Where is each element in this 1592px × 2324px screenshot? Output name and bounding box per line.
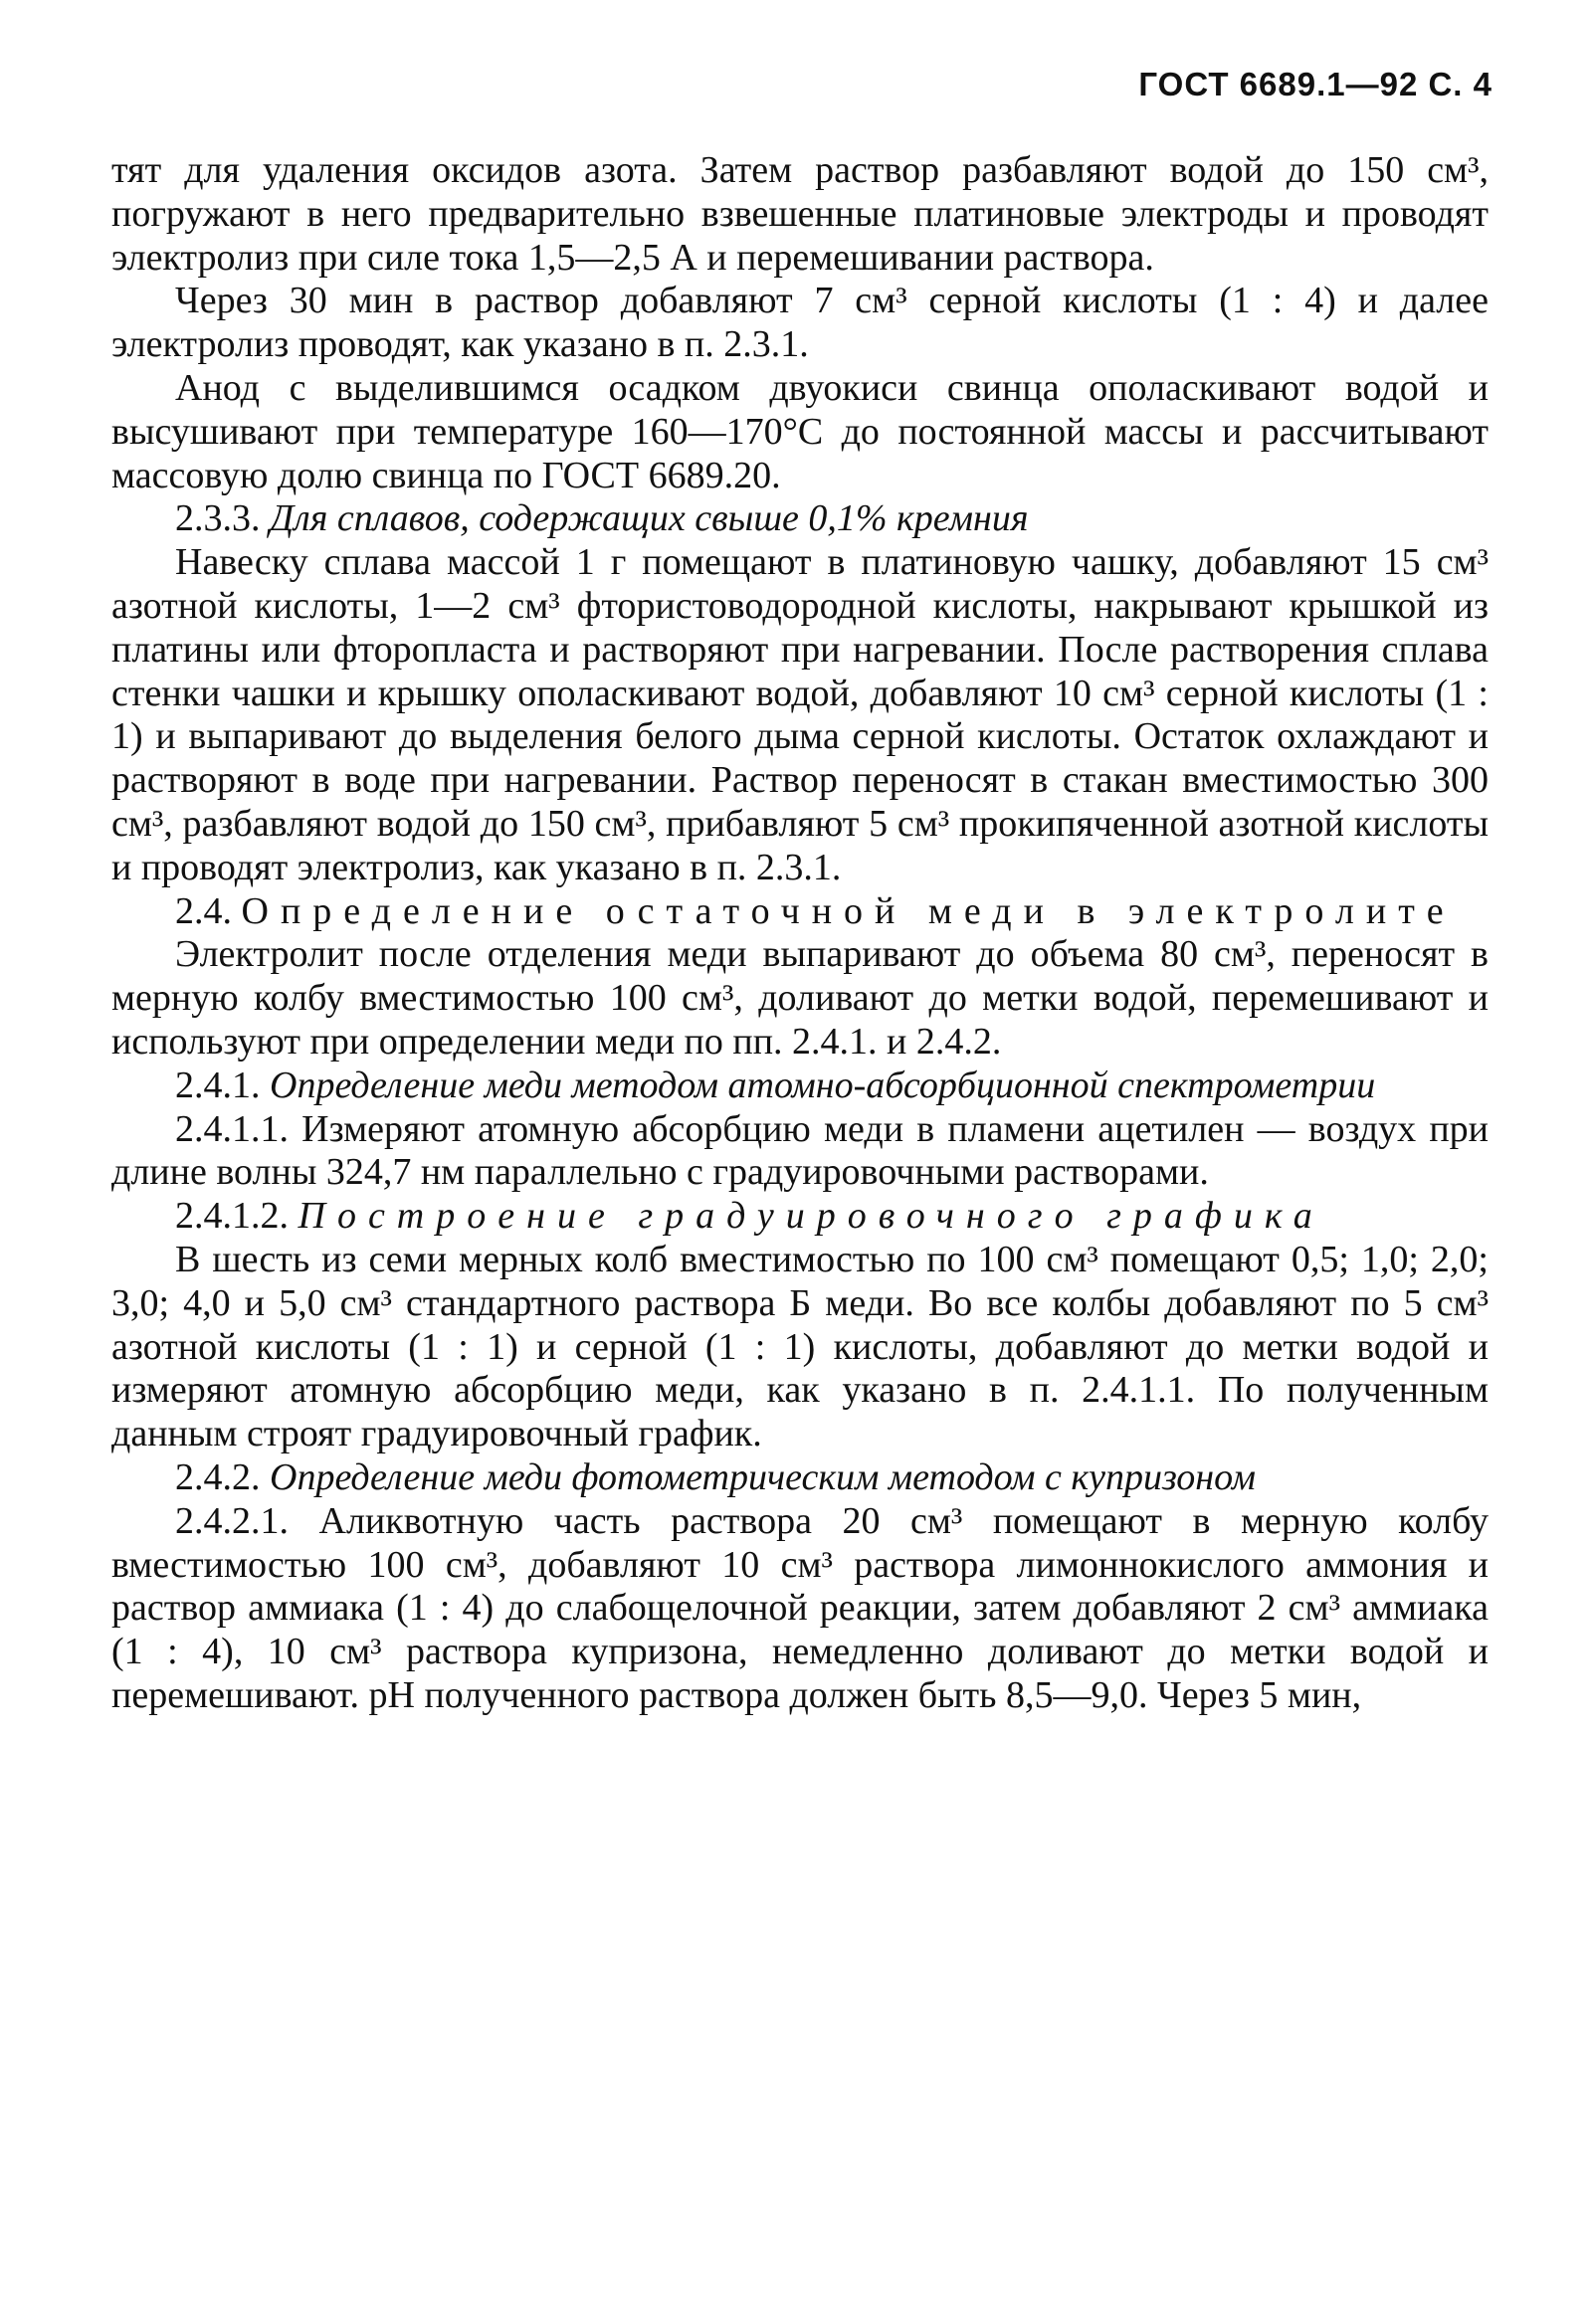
section-heading-2-4 (111, 890, 1489, 934)
paragraph: Через 30 мин в раствор добавляют 7 см³ серной кислоты (1 : 4) и далее электролиз проводят, как указано в п. 2.3.1. (111, 280, 1489, 366)
section-number: 2.4.2. (175, 1455, 261, 1498)
document-body (111, 149, 1489, 1718)
section-number: 2.4. (175, 889, 232, 932)
section-title: Построение градуировочного графика (298, 1195, 1324, 1238)
section-heading-2-3-3 (111, 497, 1489, 541)
paragraph: Навеску сплава массой 1 г помещают в платиновую чашку, добавляют 15 см³ азотной кислоты, 1—2 см³ фтористоводородной кислоты, накрывают крышкой из платины или фторопласта и растворяют при нагревании. После растворения сплава стенки чашки и крышку ополаскивают водой, добавляют 10 см³ серной кислоты (1 : 1) и выпаривают до выделения белого дыма серной кислоты. Остаток охлаждают и растворяют в воде при нагревании. Раствор переносят в стакан вместимостью 300 см³, разбавляют водой до 150 см³, прибавляют 5 см³ прокипяченной азотной кислоты и проводят электролиз, как указано в п. 2.3.1. (111, 541, 1489, 888)
section-title: Для сплавов, содержащих свыше 0,1% кремния (270, 497, 1029, 540)
section-number: 2.3.3. (175, 497, 261, 540)
paragraph: тят для удаления оксидов азота. Затем раствор разбавляют водой до 150 см³, погружают в него предварительно взвешенные платиновые электроды и проводят электролиз при силе тока 1,5—2,5 А и перемешивании раствора. (111, 149, 1489, 279)
paragraph: Анод с выделившимся осадком двуокиси свинца ополаскивают водой и высушивают при температуре 160—170°С до постоянной массы и рассчитывают массовую долю свинца по ГОСТ 6689.20. (111, 366, 1489, 496)
section-heading-2-4-1 (111, 1065, 1489, 1108)
section-heading-2-4-2 (111, 1456, 1489, 1500)
section-number: 2.4.1. (175, 1064, 261, 1106)
section-title: Определение меди фотометрическим методом с купризоном (270, 1455, 1256, 1498)
paragraph: 2.4.1.1. Измеряют атомную абсорбцию меди в пламени ацетилен — воздух при длине волны 324,7 нм параллельно с градуировочными растворами. (111, 1107, 1489, 1194)
section-number: 2.4.1.2. (175, 1195, 289, 1238)
section-title: Определение меди методом атомно-абсорбционной спектрометрии (270, 1064, 1376, 1106)
paragraph: В шесть из семи мерных колб вместимостью по 100 см³ помещают 0,5; 1,0; 2,0; 3,0; 4,0 и 5,0 см³ стандартного раствора Б меди. Во все колбы добавляют по 5 см³ азотной кислоты (1 : 1) и серной (1 : 1) кислоты, добавляют до метки водой и измеряют атомную абсорбцию меди, как указано в п. 2.4.1.1. По полученным данным строят градуировочный график. (111, 1238, 1489, 1455)
section-heading-2-4-1-2 (111, 1195, 1489, 1239)
running-header: ГОСТ 6689.1—92 С. 4 (1138, 66, 1492, 102)
section-title: Определение остаточной меди в электролите (241, 889, 1456, 932)
paragraph: 2.4.2.1. Аликвотную часть раствора 20 см³ помещают в мерную колбу вместимостью 100 см³, добавляют 10 см³ раствора лимоннокислого аммония и раствор аммиака (1 : 4) до слабощелочной реакции, затем добавляют 2 см³ аммиака (1 : 4), 10 см³ раствора купризона, немедленно доливают до метки водой и перемешивают. pH полученного раствора должен быть 8,5—9,0. Через 5 мин, (111, 1499, 1489, 1716)
paragraph: Электролит после отделения меди выпаривают до объема 80 см³, переносят в мерную колбу вместимостью 100 см³, доливают до метки водой, перемешивают и используют при определении меди по пп. 2.4.1. и 2.4.2. (111, 933, 1489, 1063)
